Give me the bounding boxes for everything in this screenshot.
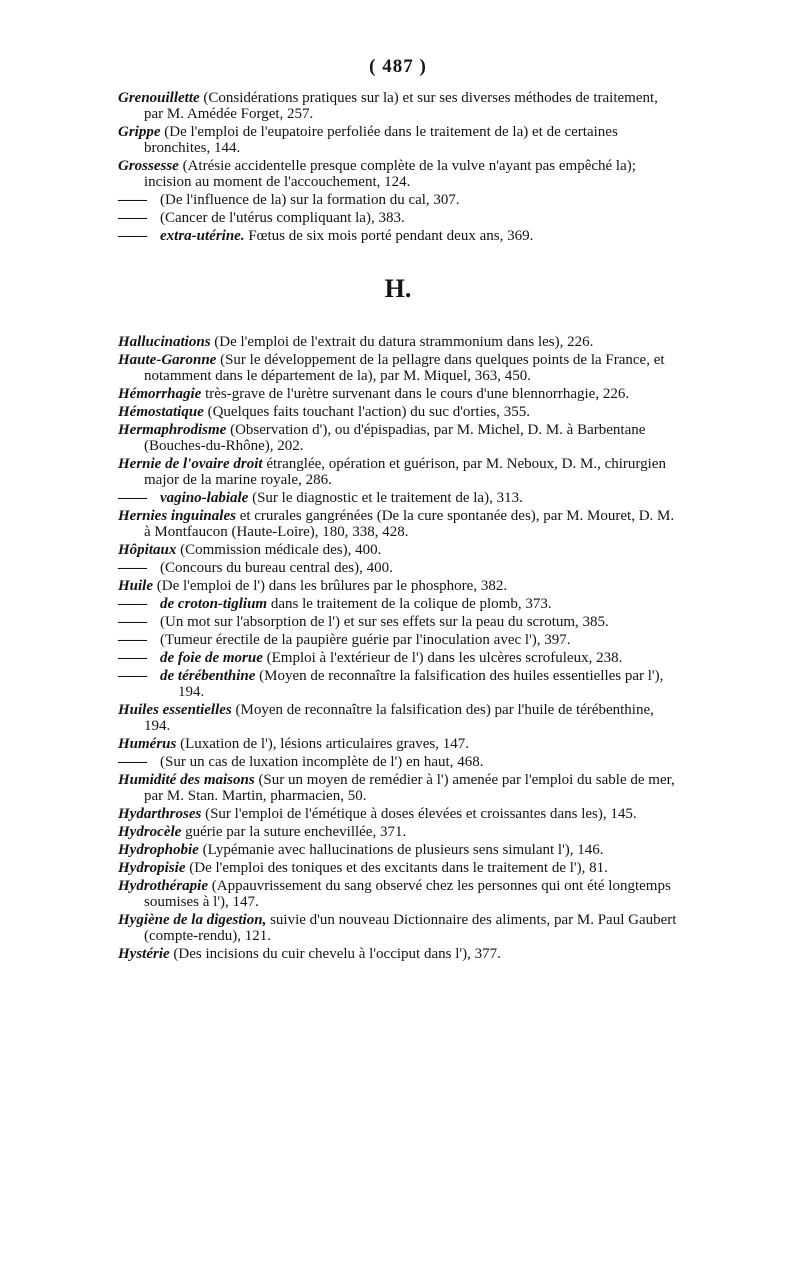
entry-heading: Grenouillette (118, 90, 200, 106)
entry-text: étranglée, opération et guérison, par M. Neboux, D. M., chirurgien major de la marine royale, 286. (144, 456, 666, 488)
entry-text: (Moyen de reconnaître la falsification des huiles essentielles par l'), 194. (178, 668, 664, 700)
entry-heading: Hallucinations (118, 334, 211, 350)
entry-heading: Grippe (118, 124, 161, 140)
entry-heading: Huiles essentielles (118, 702, 232, 718)
index-entry (118, 736, 678, 752)
entry-text: (Cancer de l'utérus compliquant la), 383. (160, 210, 405, 226)
page-number: ( 487 ) (369, 56, 427, 77)
entry-heading: vagino-labiale (160, 490, 249, 506)
entry-text: (De l'emploi de l'eupatoire perfoliée dans le traitement de la) et de certaines bronchites, 144. (144, 124, 618, 156)
entry-heading: Hôpitaux (118, 542, 177, 558)
entry-heading: Hémorrhagie (118, 386, 202, 402)
entry-text: (Commission médicale des), 400. (176, 542, 382, 558)
entry-heading: Humidité des maisons (118, 772, 255, 788)
ditto-dash: —— (118, 632, 146, 648)
index-section-g (118, 90, 678, 244)
entry-heading: Hydrophobie (118, 842, 199, 858)
entry-text: (Concours du bureau central des), 400. (160, 560, 393, 576)
index-entry (118, 668, 678, 700)
ditto-dash: —— (118, 596, 146, 612)
entry-text: (Un mot sur l'absorption de l') et sur ses effets sur la peau du scrotum, 385. (160, 614, 609, 630)
index-entry (118, 352, 678, 384)
index-entry (118, 490, 678, 506)
entry-text: Fœtus de six mois porté pendant deux ans, 369. (244, 228, 534, 244)
index-entry (118, 754, 678, 770)
entry-heading: Grossesse (118, 158, 179, 174)
entry-heading: Hydrothérapie (118, 878, 208, 894)
entry-heading: Hydarthroses (118, 806, 202, 822)
entry-text: (De l'emploi des toniques et des excitants dans le traitement de l'), 81. (185, 860, 608, 876)
index-entry (118, 632, 678, 648)
index-entry (118, 650, 678, 666)
index-entry (118, 508, 678, 540)
entry-text: très-grave de l'urètre survenant dans le cours d'une blennorrhagie, 226. (201, 386, 630, 402)
index-entry (118, 192, 678, 208)
entry-text: (Des incisions du cuir chevelu à l'occiput dans l'), 377. (169, 946, 501, 962)
entry-heading: Haute-Garonne (118, 352, 217, 368)
index-entry (118, 90, 678, 122)
entry-heading: Hernies inguinales (118, 508, 236, 524)
entry-text: guérie par la suture enchevillée, 371. (181, 824, 407, 840)
entry-text: suivie d'un nouveau Dictionnaire des aliments, par M. Paul Gaubert (compte-rendu), 121. (144, 912, 677, 944)
entry-text: (De l'influence de la) sur la formation du cal, 307. (160, 192, 460, 208)
entry-text: (Emploi à l'extérieur de l') dans les ulcères scrofuleux, 238. (262, 650, 623, 666)
index-entry (118, 560, 678, 576)
entry-heading: de foie de morue (160, 650, 263, 666)
index-entry (118, 772, 678, 804)
entry-heading: Hystérie (118, 946, 170, 962)
index-entry (118, 228, 678, 244)
entry-text: (Tumeur érectile de la paupière guérie par l'inoculation avec l'), 397. (160, 632, 571, 648)
entry-heading: Hermaphrodisme (118, 422, 227, 438)
section-letter-heading: H. (384, 274, 412, 303)
index-entry (118, 946, 678, 962)
entry-text: (Moyen de reconnaître la falsification des) par l'huile de térébenthine, 194. (144, 702, 654, 734)
entry-heading: Hydropisie (118, 860, 186, 876)
ditto-dash: —— (118, 192, 146, 208)
index-entry (118, 806, 678, 822)
index-entry (118, 912, 678, 944)
entry-text: et crurales gangrénées (De la cure spontanée des), par M. Mouret, D. M. à Montfaucon (Haute-Loire), 180, 338, 428. (144, 508, 675, 540)
entry-text: dans le traitement de la colique de plomb, 373. (267, 596, 552, 612)
index-entry (118, 878, 678, 910)
entry-text: (Sur un cas de luxation incomplète de l') en haut, 468. (160, 754, 484, 770)
index-page (118, 56, 678, 964)
index-entry (118, 456, 678, 488)
entry-text: (De l'emploi de l'extrait du datura strammonium dans les), 226. (210, 334, 594, 350)
entry-text: (Sur l'emploi de l'émétique à doses élevées et croissantes dans les), 145. (201, 806, 637, 822)
ditto-dash: —— (118, 228, 146, 244)
index-entry (118, 210, 678, 226)
entry-text: (Quelques faits touchant l'action) du suc d'orties, 355. (203, 404, 531, 420)
index-entry (118, 842, 678, 858)
entry-heading: extra-utérine. (160, 228, 245, 244)
entry-heading: Hernie de l'ovaire droit (118, 456, 263, 472)
ditto-dash: —— (118, 614, 146, 630)
entry-heading: Hémostatique (118, 404, 204, 420)
index-entry (118, 334, 678, 350)
entry-text: (Observation d'), ou d'épispadias, par M. Michel, D. M. à Barbentane (Bouches-du-Rhône), 202. (144, 422, 646, 454)
index-entry (118, 578, 678, 594)
entry-heading: Huile (118, 578, 154, 594)
entry-heading: Humérus (118, 736, 177, 752)
index-entry (118, 124, 678, 156)
ditto-dash: —— (118, 754, 146, 770)
index-entry (118, 824, 678, 840)
ditto-dash: —— (118, 210, 146, 226)
entry-text: (Atrésie accidentelle presque complète de la vulve n'ayant pas empêché la); incision au moment de l'accouchement, 124. (144, 158, 636, 190)
entry-heading: de térébenthine (160, 668, 256, 684)
entry-text: (Lypémanie avec hallucinations de plusieurs sens simulant l'), 146. (198, 842, 604, 858)
index-entry (118, 158, 678, 190)
index-section-h (118, 334, 678, 962)
entry-text: (De l'emploi de l') dans les brûlures par le phosphore, 382. (153, 578, 508, 594)
entry-heading: Hygiène de la digestion, (118, 912, 267, 928)
entry-text: (Sur le diagnostic et le traitement de la), 313. (248, 490, 523, 506)
entry-text: (Sur un moyen de remédier à l') amenée par l'emploi du sable de mer, par M. Stan. Martin, pharmacien, 50. (144, 772, 675, 804)
ditto-dash: —— (118, 490, 146, 506)
entry-text: (Considérations pratiques sur la) et sur ses diverses méthodes de traitement, par M. Amédée Forget, 257. (144, 90, 658, 122)
index-entry (118, 614, 678, 630)
entry-text: (Sur le développement de la pellagre dans quelques points de la France, et notamment dans le département de la), par M. Miquel, 363, 450. (144, 352, 665, 384)
entry-text: (Luxation de l'), lésions articulaires graves, 147. (176, 736, 469, 752)
index-entry (118, 860, 678, 876)
index-entry (118, 702, 678, 734)
index-entry (118, 542, 678, 558)
index-entry (118, 404, 678, 420)
index-entry (118, 422, 678, 454)
ditto-dash: —— (118, 560, 146, 576)
entry-text: (Appauvrissement du sang observé chez les personnes qui ont été longtemps soumises à l'), 147. (144, 878, 671, 910)
index-entry (118, 386, 678, 402)
entry-heading: de croton-tiglium (160, 596, 268, 612)
index-entry (118, 596, 678, 612)
ditto-dash: —— (118, 650, 146, 666)
ditto-dash: —— (118, 668, 146, 684)
entry-heading: Hydrocèle (118, 824, 182, 840)
